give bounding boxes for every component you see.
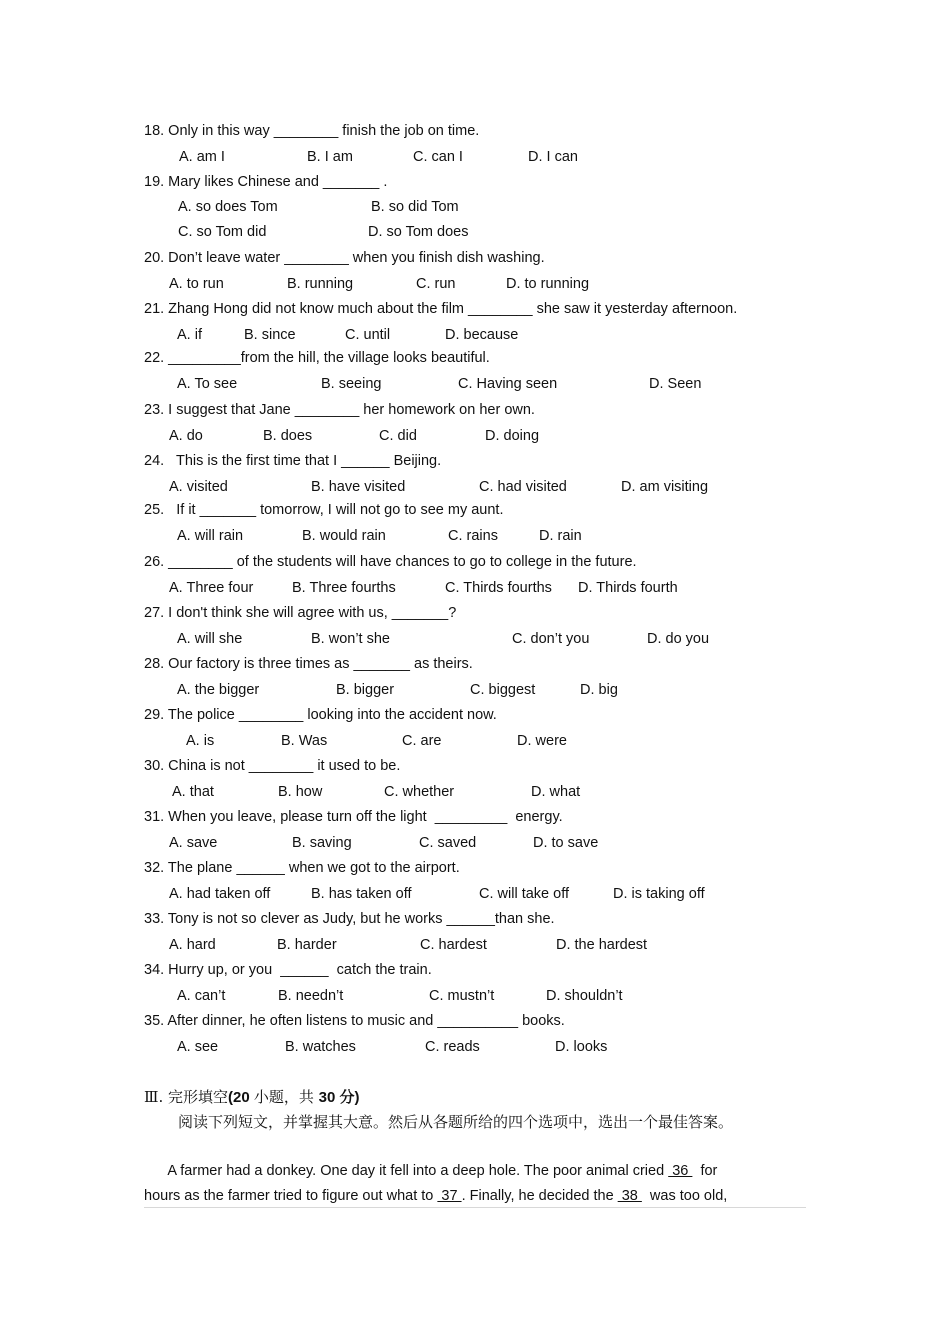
answer-option: B. won’t she [311, 631, 390, 647]
answer-option: A. am I [179, 149, 225, 165]
option-row [0, 1038, 950, 1056]
answer-option: C. saved [419, 835, 477, 851]
answer-option: B. watches [285, 1039, 356, 1055]
answer-option: B. harder [277, 937, 337, 953]
answer-option: C. rains [448, 528, 498, 544]
answer-option: A. if [177, 327, 202, 343]
answer-option: D. to running [506, 276, 590, 292]
question-stem: 27. I don't think she will agree with us, _______? [144, 605, 457, 621]
answer-option: D. were [517, 733, 567, 749]
answer-option: A. will rain [177, 528, 244, 544]
option-row [0, 275, 950, 293]
option-row [0, 885, 950, 903]
answer-option: C. are [402, 733, 442, 749]
passage-line-1 [144, 1162, 806, 1180]
answer-option: A. to run [169, 276, 224, 292]
question-stem: 29. The police ________ looking into the accident now. [144, 707, 497, 723]
answer-option: C. hardest [420, 937, 487, 953]
section-title: 完形填空 [168, 1088, 229, 1106]
answer-option: C. biggest [470, 682, 536, 698]
question-stem: 35. After dinner, he often listens to music and __________ books. [144, 1013, 565, 1029]
question-stem: 18. Only in this way ________ finish the job on time. [144, 123, 480, 139]
option-row [0, 987, 950, 1005]
answer-option: D. big [580, 682, 618, 698]
answer-option: B. needn’t [278, 988, 344, 1004]
answer-option: C. whether [384, 784, 455, 800]
question-stem: 31. When you leave, please turn off the light _________ energy. [144, 809, 563, 825]
answer-option: B. I am [307, 149, 353, 165]
option-row [0, 630, 950, 648]
answer-option: D. Thirds fourth [578, 580, 678, 596]
section-instruction: 阅读下列短文，并掌握其大意。然后从各题所给的四个选项中，选出一个最佳答案。 [178, 1113, 734, 1131]
answer-option: D. do you [647, 631, 710, 647]
answer-option: D. is taking off [613, 886, 705, 902]
answer-option: B. does [263, 428, 313, 444]
option-row [0, 681, 950, 699]
answer-option: D. rain [539, 528, 582, 544]
section-count: (20 [228, 1089, 254, 1106]
question-stem: 33. Tony is not so clever as Judy, but he works ______than she. [144, 911, 555, 927]
answer-option: A. hard [169, 937, 216, 953]
section-number: Ⅲ. [144, 1088, 169, 1106]
answer-option: D. Seen [649, 376, 702, 392]
question-stem: 28. Our factory is three times as _______ as theirs. [144, 656, 473, 672]
answer-option: A. Three four [169, 580, 254, 596]
answer-option: A. see [177, 1039, 219, 1055]
answer-option: D. the hardest [556, 937, 648, 953]
passage-line-2 [144, 1187, 806, 1208]
question-stem: 23. I suggest that Jane ________ her homework on her own. [144, 402, 535, 418]
answer-option: D. looks [555, 1039, 608, 1055]
answer-option: B. saving [292, 835, 352, 851]
answer-option: C. run [416, 276, 456, 292]
question-stem: 34. Hurry up, or you ______ catch the train. [144, 962, 432, 978]
answer-option: C. Thirds fourths [445, 580, 552, 596]
answer-option: B. how [278, 784, 323, 800]
question-stem: 22. _________from the hill, the village looks beautiful. [144, 350, 490, 366]
question-stem: 20. Don’t leave water ________ when you finish dish washing. [144, 250, 545, 266]
answer-option: B. Was [281, 733, 328, 749]
answer-option: A. save [169, 835, 218, 851]
option-row [0, 198, 950, 216]
answer-option: A. the bigger [177, 682, 260, 698]
answer-option: B. has taken off [311, 886, 412, 902]
option-row [0, 223, 950, 241]
blank-38: 38 [617, 1188, 642, 1204]
section-title-mid: 小题，共 [253, 1088, 319, 1106]
question-stem: 32. The plane ______ when we got to the airport. [144, 860, 460, 876]
answer-option: C. will take off [479, 886, 569, 902]
answer-option: C. had visited [479, 479, 567, 495]
option-row [0, 478, 950, 496]
section-heading [144, 1086, 360, 1107]
answer-option: B. seeing [321, 376, 382, 392]
answer-option: C. can I [413, 149, 463, 165]
answer-option: B. so did Tom [371, 199, 459, 215]
blank-36: 36 [668, 1163, 693, 1179]
answer-option: D. to save [533, 835, 599, 851]
option-row [0, 148, 950, 166]
option-row [0, 732, 950, 750]
passage-text: for [692, 1163, 718, 1179]
answer-option: A. can’t [177, 988, 226, 1004]
section-title-end: 分) [339, 1089, 360, 1106]
answer-option: A. To see [177, 376, 238, 392]
answer-option: C. Having seen [458, 376, 558, 392]
answer-option: A. so does Tom [178, 199, 278, 215]
answer-option: B. would rain [302, 528, 386, 544]
option-row [0, 326, 950, 344]
answer-option: C. did [379, 428, 417, 444]
passage-text: A farmer had a donkey. One day it fell into a deep hole. The poor animal cried [144, 1163, 669, 1179]
passage-text: was too old, [641, 1188, 728, 1204]
answer-option: B. bigger [336, 682, 395, 698]
answer-option: D. what [531, 784, 581, 800]
question-stem: 26. ________ of the students will have chances to go to college in the future. [144, 554, 637, 570]
answer-option: A. will she [177, 631, 243, 647]
option-row [0, 783, 950, 801]
answer-option: D. shouldn’t [546, 988, 623, 1004]
passage-text: hours as the farmer tried to figure out what to [144, 1188, 438, 1204]
answer-option: D. am visiting [621, 479, 709, 495]
answer-option: A. is [186, 733, 215, 749]
answer-option: D. doing [485, 428, 540, 444]
answer-option: C. so Tom did [178, 224, 267, 240]
option-row [0, 375, 950, 393]
answer-option: C. don’t you [512, 631, 590, 647]
answer-option: B. since [244, 327, 296, 343]
answer-option: B. have visited [311, 479, 406, 495]
answer-option: C. until [345, 327, 391, 343]
question-stem: 30. China is not ________ it used to be. [144, 758, 401, 774]
answer-option: D. because [445, 327, 519, 343]
option-row [0, 936, 950, 954]
section-points: 30 [318, 1089, 340, 1106]
question-stem: 25. If it _______ tomorrow, I will not go to see my aunt. [144, 502, 504, 518]
answer-option: C. reads [425, 1039, 480, 1055]
question-stem: 24. This is the first time that I ______ Beijing. [144, 453, 442, 469]
option-row [0, 527, 950, 545]
question-stem: 19. Mary likes Chinese and _______ . [144, 174, 388, 190]
answer-option: A. that [172, 784, 214, 800]
blank-37: 37 [437, 1188, 462, 1204]
option-row [0, 834, 950, 852]
answer-option: D. I can [528, 149, 578, 165]
answer-option: A. had taken off [169, 886, 271, 902]
answer-option: C. mustn’t [429, 988, 495, 1004]
answer-option: B. running [287, 276, 354, 292]
question-stem: 21. Zhang Hong did not know much about the film ________ she saw it yesterday afternoon. [144, 301, 738, 317]
passage-text: . Finally, he decided the [461, 1188, 618, 1204]
answer-option: A. do [169, 428, 203, 444]
answer-option: A. visited [169, 479, 228, 495]
option-row [0, 579, 950, 597]
answer-option: B. Three fourths [292, 580, 396, 596]
answer-option: D. so Tom does [368, 224, 469, 240]
option-row [0, 427, 950, 445]
